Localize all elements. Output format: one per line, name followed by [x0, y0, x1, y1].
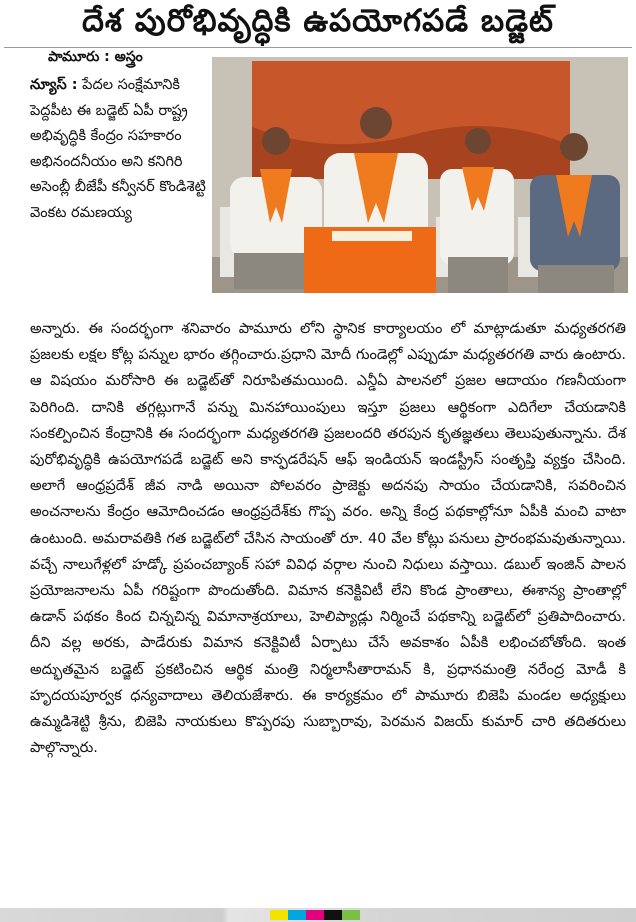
news-photo	[212, 57, 628, 293]
lead-column-text: పేదల సంక్షేమానికి పెద్దపీట ఈ బడ్జెట్ ఏపీ రాష్ట్ర అభివృద్ధికి కేంద్రం సహకారం అభినందనీయం అని కనిగిరి అసెంబ్లీ బీజేపీ కన్వీనర్ కొండిశెట్టి వెంకట రమణయ్య	[30, 77, 206, 221]
print-color-swatches	[270, 910, 360, 920]
headline: దేశ పురోభివృద్ధికి ఉపయోగపడే బడ్జెట్	[82, 2, 554, 39]
lead-column	[30, 73, 210, 226]
article-body: అన్నారు. ఈ సందర్భంగా శనివారం పామూరు లోని స్థానిక కార్యాలయం లో మాట్లాడుతూ మధ్యతరగతి ప్రజలకు లక్షల కోట్ల పన్నుల భారం తగ్గించారు.ప్రధాని మోదీ గుండెల్లో ఎప్పుడూ మధ్యతరగతి వారు ఉంటారు. ఆ విషయం మరోసారి ఈ బడ్జెట్‌తో నిరూపితమయింది. ఎన్డీఏ పాలనలో ప్రజల ఆదాయం గణనీయంగా పెరిగింది. దానికి తగ్గట్లుగానే పన్ను మినహాయింపులు ఇస్తూ ప్రజలు ఆర్థికంగా ఎదిగేలా చేయడానికి సంకల్పించిన కేంద్రానికి ఈ సందర్భంగా మధ్యతరగతి ప్రజలందరి తరపున కృతజ్ఞతలు తెలుపుతున్నాను. దేశ పురోభివృద్ధికి ఉపయోగపడే బడ్జెట్ అని కాన్ఫడరేషన్ ఆఫ్ ఇండియన్ ఇండస్ట్రీస్ సంతృప్తి వ్యక్తం చేసింది. అలాగే ఆంధ్రప్రదేశ్ జీవ నాడి అయినా పోలవరం ప్రాజెక్టు అదనపు సాయం చేయడానికి, సవరించిన అంచనాలను కేంద్రం ఆమోదించడం ఆంధ్రప్రదేశ్‌కు గొప్ప వరం. అన్ని కేంద్ర పథకాల్లోనూ ఏపీకి మంచి వాటా ఉంటుంది. అమరావతికి గత బడ్జెట్‌లో చేసిన సాయంతో రూ. 40 వేల కోట్లు పనులు ప్రారంభమవుతున్నాయి. వచ్చే నాలుగేళ్లలో హడ్కో ప్రపంచబ్యాంక్ సహా వివిధ వర్గాల నుంచి నిధులు వస్తాయి. డబుల్ ఇంజిన్ పాలన ప్రయోజనాలను ఏపీ గరిష్టంగా పొందుతోంది. విమాన కనెక్టివిటీ లేని కొండ ప్రాంతాలు, ఈశాన్య ప్రాంతాల్లో ఉడాన్ పథకం కింద చిన్నచిన్న విమానాశ్రయాలు, హెలిప్యాడ్లు నిర్మించే పథకాన్ని బడ్జెట్‌లో ప్రతిపాదించారు. దీని వల్ల అరకు, పాడేరుకు విమాన కనెక్టివిటీ ఏర్పాటు చేసే అవకాశం ఏపీకి లభించబోతోంది. ఇంత అద్భుతమైన బడ్జెట్ ప్రకటించిన ఆర్థిక మంత్రి నిర్మలాసీతారామన్ కి, ప్రధానమంత్రి నరేంద్ర మోడీ కి హృదయపూర్వక ధన్యవాదాలు తెలియజేశారు. ఈ కార్యక్రమం లో పామూరు బిజెపి మండల అధ్యక్షులు ఉమ్మడిశెట్టి శ్రీను, బిజెపి నాయకులు కొప్పరపు సుబ్బారావు, పెరమన విజయ్ కుమార్ చారి తదితరులు పాల్గొన్నారు.	[30, 321, 626, 757]
news-label: న్యూస్ :	[30, 77, 78, 93]
photo-illustration	[212, 57, 628, 293]
dateline: పామూరు : అస్త్రం	[48, 49, 143, 65]
headline-rule	[4, 47, 632, 48]
